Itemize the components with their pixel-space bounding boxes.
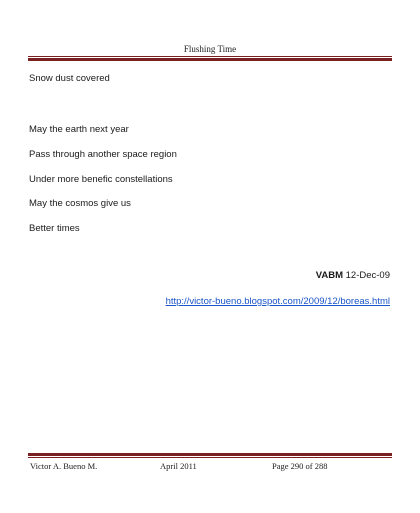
header-rule-thin	[28, 56, 392, 57]
signature-author: VABM	[315, 270, 343, 281]
footer-rule-thin	[28, 457, 392, 458]
poem-line: Better times	[29, 223, 80, 234]
poem-line: May the cosmos give us	[29, 198, 131, 209]
footer-date: April 2011	[160, 461, 197, 471]
header-rule	[28, 56, 392, 61]
poem-line: May the earth next year	[29, 124, 129, 135]
page-header-title: Flushing Time	[183, 44, 237, 54]
signature-date: 12-Dec-09	[345, 270, 390, 281]
footer-rule	[28, 453, 392, 458]
poem-line: Under more benefic constellations	[29, 174, 173, 185]
footer-rule-thick	[28, 453, 392, 456]
poem-line: Snow dust covered	[29, 73, 110, 84]
blog-link[interactable]: http://victor-bueno.blogspot.com/2009/12/boreas.html	[165, 296, 390, 307]
footer-author: Victor A. Bueno M.	[30, 461, 98, 471]
header-rule-thick	[28, 58, 392, 61]
poem-line: Pass through another space region	[29, 149, 177, 160]
signature	[316, 270, 390, 281]
footer-page-number: Page 290 of 288	[272, 461, 328, 471]
